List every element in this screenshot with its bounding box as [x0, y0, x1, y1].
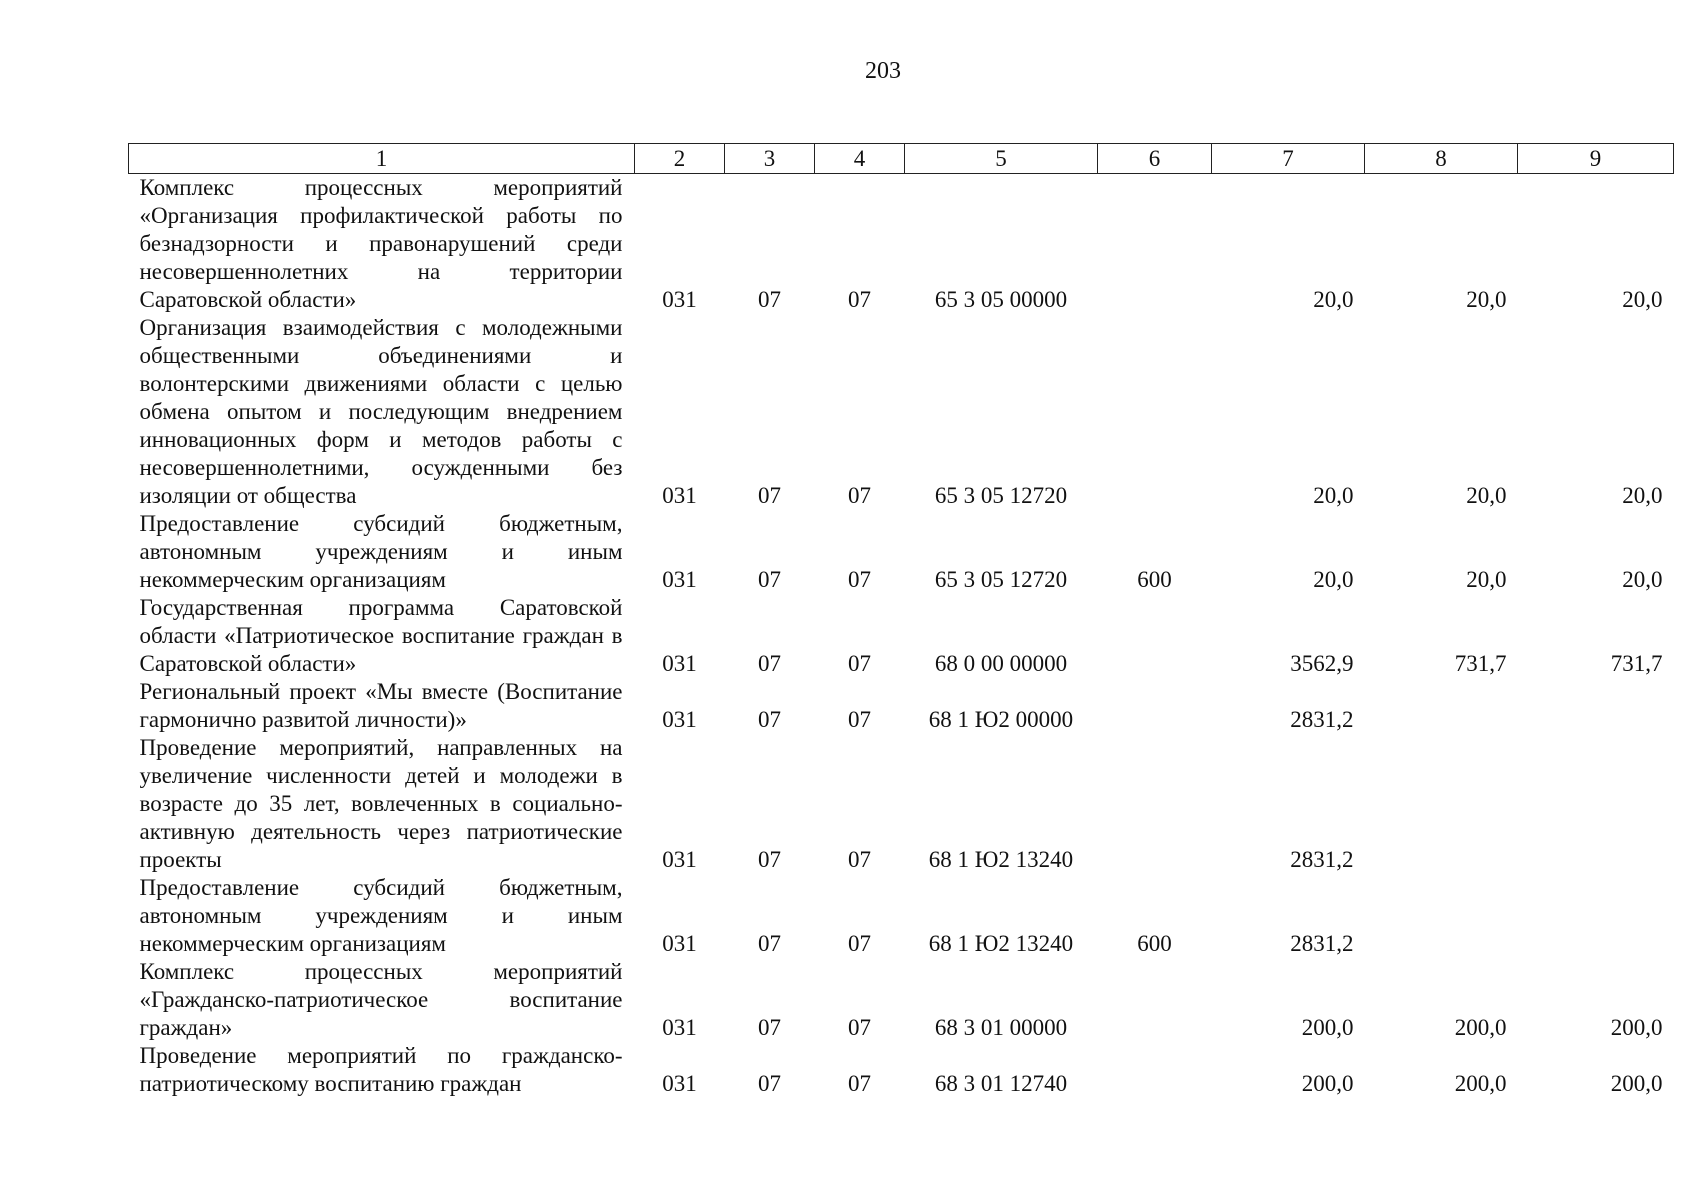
column-header-8: 8 — [1365, 144, 1518, 174]
row-amount-col7: 20,0 — [1313, 483, 1354, 508]
row-amount-col7: 200,0 — [1301, 1071, 1354, 1096]
table-row — [129, 874, 1674, 958]
row-ministry-code: 031 — [662, 847, 697, 872]
column-header-1: 1 — [129, 144, 635, 174]
table-row — [129, 958, 1674, 1042]
row-amount-col7: 20,0 — [1313, 567, 1354, 592]
row-target-code: 68 1 Ю2 13240 — [928, 931, 1074, 956]
column-header-6: 6 — [1098, 144, 1212, 174]
row-amount-col9 — [1518, 874, 1674, 958]
row-amount-col9: 20,0 — [1622, 483, 1663, 508]
row-subsection-code: 07 — [848, 483, 871, 508]
row-ministry-code: 031 — [662, 1015, 697, 1040]
budget-table — [128, 143, 1674, 1098]
row-amount-col9: 200,0 — [1610, 1071, 1663, 1096]
row-amount-col9 — [1518, 734, 1674, 874]
row-target-code: 68 3 01 00000 — [934, 1015, 1068, 1040]
table-body — [129, 174, 1674, 1099]
column-header-9: 9 — [1518, 144, 1674, 174]
column-header-4: 4 — [815, 144, 905, 174]
row-expense-type: 600 — [1137, 567, 1172, 592]
row-section-code: 07 — [758, 1015, 781, 1040]
row-expense-type — [1098, 958, 1212, 1042]
row-expense-type — [1098, 678, 1212, 734]
table-row — [129, 678, 1674, 734]
row-subsection-code: 07 — [848, 651, 871, 676]
row-amount-col7: 3562,9 — [1290, 651, 1354, 676]
row-subsection-code: 07 — [848, 931, 871, 956]
row-amount-col8: 20,0 — [1466, 567, 1507, 592]
row-name: Организация взаимодействия с молодежными общественными объединениями и волонтерскими движениями области с целью обмена опытом и последующим внедрением инновационных форм и методов работы с несовершеннолетними, осужденными без изоляции от общества — [139, 315, 623, 508]
row-expense-type — [1098, 174, 1212, 315]
row-subsection-code: 07 — [848, 847, 871, 872]
header-row — [129, 144, 1674, 174]
row-amount-col9: 731,7 — [1610, 651, 1663, 676]
table-row — [129, 510, 1674, 594]
row-ministry-code: 031 — [662, 1071, 697, 1096]
row-ministry-code: 031 — [662, 567, 697, 592]
row-subsection-code: 07 — [848, 1071, 871, 1096]
row-ministry-code: 031 — [662, 931, 697, 956]
page-number: 203 — [865, 58, 901, 84]
row-amount-col8: 20,0 — [1466, 483, 1507, 508]
row-target-code: 68 1 Ю2 13240 — [928, 847, 1074, 872]
row-ministry-code: 031 — [662, 707, 697, 732]
row-name: Комплекс процессных мероприятий «Гражданско-патриотическое воспитание граждан» — [139, 959, 623, 1040]
row-name: Предоставление субсидий бюджетным, автономным учреждениям и иным некоммерческим организациям — [139, 875, 623, 956]
row-section-code: 07 — [758, 651, 781, 676]
row-target-code: 68 1 Ю2 00000 — [928, 707, 1074, 732]
row-expense-type — [1098, 594, 1212, 678]
row-amount-col8: 731,7 — [1454, 651, 1507, 676]
row-name: Предоставление субсидий бюджетным, автономным учреждениям и иным некоммерческим организациям — [139, 511, 623, 592]
row-amount-col9: 20,0 — [1622, 287, 1663, 312]
row-target-code: 65 3 05 12720 — [934, 567, 1068, 592]
table-row — [129, 734, 1674, 874]
row-subsection-code: 07 — [848, 287, 871, 312]
row-amount-col8: 20,0 — [1466, 287, 1507, 312]
row-ministry-code: 031 — [662, 651, 697, 676]
column-header-7: 7 — [1212, 144, 1365, 174]
row-section-code: 07 — [758, 483, 781, 508]
row-amount-col9 — [1518, 678, 1674, 734]
row-ministry-code: 031 — [662, 287, 697, 312]
row-name: Комплекс процессных мероприятий «Организация профилактической работы по безнадзорности и правонарушений среди несовершеннолетних на территории Саратовской области» — [139, 175, 623, 312]
row-section-code: 07 — [758, 1071, 781, 1096]
row-section-code: 07 — [758, 931, 781, 956]
table-row — [129, 594, 1674, 678]
row-amount-col7: 20,0 — [1313, 287, 1354, 312]
row-amount-col8 — [1365, 678, 1518, 734]
row-amount-col8: 200,0 — [1454, 1015, 1507, 1040]
row-amount-col8: 200,0 — [1454, 1071, 1507, 1096]
row-target-code: 65 3 05 12720 — [934, 483, 1068, 508]
row-name: Государственная программа Саратовской области «Патриотическое воспитание граждан в Саратовской области» — [139, 595, 623, 676]
row-amount-col7: 200,0 — [1301, 1015, 1354, 1040]
row-ministry-code: 031 — [662, 483, 697, 508]
column-header-3: 3 — [725, 144, 815, 174]
row-subsection-code: 07 — [848, 567, 871, 592]
table-row — [129, 174, 1674, 315]
row-expense-type — [1098, 314, 1212, 510]
table-row — [129, 314, 1674, 510]
column-header-2: 2 — [635, 144, 725, 174]
column-header-5: 5 — [905, 144, 1098, 174]
row-target-code: 68 0 00 00000 — [934, 651, 1068, 676]
row-amount-col9: 20,0 — [1622, 567, 1663, 592]
row-expense-type — [1098, 1042, 1212, 1098]
row-expense-type — [1098, 734, 1212, 874]
row-amount-col8 — [1365, 734, 1518, 874]
table-row — [129, 1042, 1674, 1098]
row-amount-col7: 2831,2 — [1290, 931, 1354, 956]
row-section-code: 07 — [758, 847, 781, 872]
row-amount-col9: 200,0 — [1610, 1015, 1663, 1040]
row-name: Проведение мероприятий по гражданско-патриотическому воспитанию граждан — [139, 1043, 623, 1096]
row-subsection-code: 07 — [848, 707, 871, 732]
row-subsection-code: 07 — [848, 1015, 871, 1040]
row-section-code: 07 — [758, 707, 781, 732]
row-name: Региональный проект «Мы вместе (Воспитание гармонично развитой личности)» — [139, 679, 623, 732]
row-amount-col7: 2831,2 — [1290, 707, 1354, 732]
row-section-code: 07 — [758, 567, 781, 592]
row-target-code: 65 3 05 00000 — [934, 287, 1068, 312]
row-section-code: 07 — [758, 287, 781, 312]
row-name: Проведение мероприятий, направленных на увеличение численности детей и молодежи в возрасте до 35 лет, вовлеченных в социально-активную деятельность через патриотические проекты — [139, 735, 623, 872]
row-amount-col7: 2831,2 — [1290, 847, 1354, 872]
row-expense-type: 600 — [1137, 931, 1172, 956]
row-amount-col8 — [1365, 874, 1518, 958]
table-header — [129, 144, 1674, 174]
row-target-code: 68 3 01 12740 — [934, 1071, 1068, 1096]
